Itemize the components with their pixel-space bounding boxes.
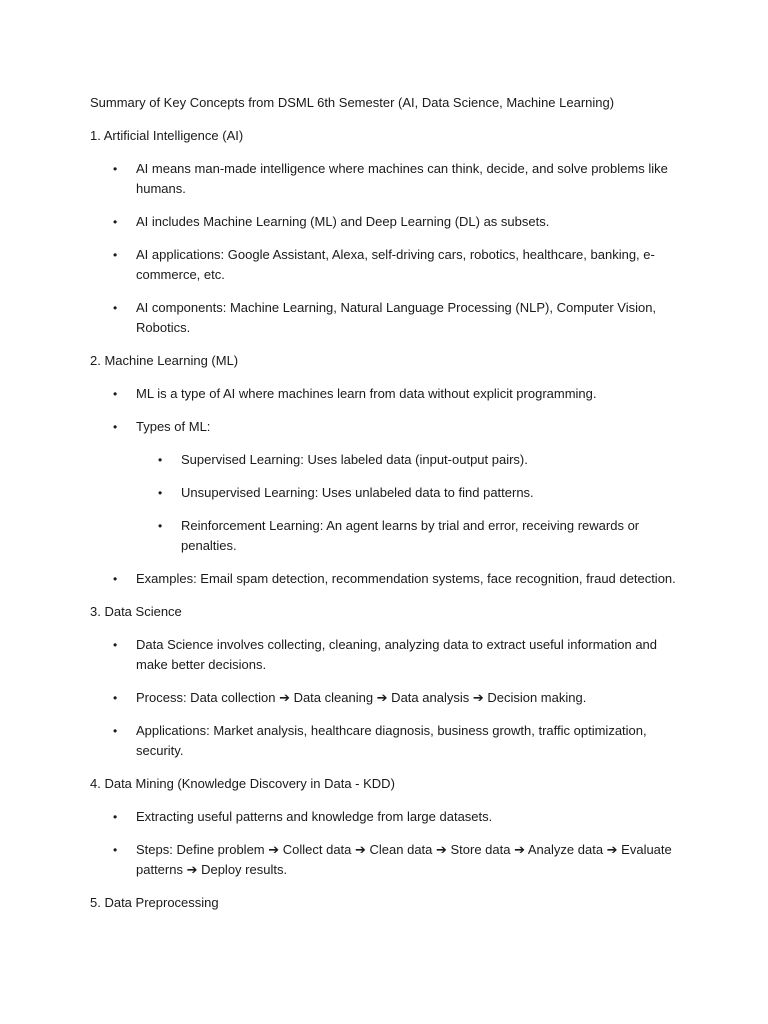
sub-list-item-text: Unsupervised Learning: Uses unlabeled data to find patterns. <box>181 485 534 500</box>
list-item-text: AI includes Machine Learning (ML) and Deep Learning (DL) as subsets. <box>136 214 550 229</box>
section-heading-ai: 1. Artificial Intelligence (AI) <box>90 128 244 143</box>
section-heading-data-science: 3. Data Science <box>90 604 182 619</box>
list-item <box>90 807 688 827</box>
sub-list-item <box>136 516 688 556</box>
document-title: Summary of Key Concepts from DSML 6th Semester (AI, Data Science, Machine Learning) <box>90 95 615 110</box>
bullet-icon: • <box>113 843 118 857</box>
bullet-icon: • <box>113 215 118 229</box>
sub-list-item-text: Supervised Learning: Uses labeled data (input-output pairs). <box>181 452 528 467</box>
bullet-icon: • <box>113 248 118 262</box>
list-item-text: Examples: Email spam detection, recommendation systems, face recognition, fraud detection. <box>136 571 676 586</box>
list-item <box>90 569 688 589</box>
sub-list-item <box>136 483 688 503</box>
section-data-science-list <box>90 635 688 761</box>
section-ai-list <box>90 159 688 338</box>
section-heading-data-mining: 4. Data Mining (Knowledge Discovery in Data - KDD) <box>90 776 395 791</box>
list-item-text: Data Science involves collecting, cleaning, analyzing data to extract useful information and make better decisions. <box>136 637 658 672</box>
list-item <box>90 840 688 880</box>
bullet-icon: • <box>113 387 118 401</box>
list-item <box>90 688 688 708</box>
section-heading-ml: 2. Machine Learning (ML) <box>90 353 239 368</box>
list-item <box>90 245 688 285</box>
list-item <box>90 417 688 556</box>
sub-list-item-text: Reinforcement Learning: An agent learns by trial and error, receiving rewards or penalties. <box>181 518 640 553</box>
list-item <box>90 159 688 199</box>
list-item <box>90 721 688 761</box>
list-item <box>90 384 688 404</box>
list-item <box>90 212 688 232</box>
list-item-text: ML is a type of AI where machines learn from data without explicit programming. <box>136 386 597 401</box>
list-item-text: Types of ML: <box>136 419 211 434</box>
bullet-icon: • <box>113 572 118 586</box>
bullet-icon: • <box>113 691 118 705</box>
sub-list-item <box>136 450 688 470</box>
bullet-icon: • <box>113 162 118 176</box>
bullet-icon: • <box>113 724 118 738</box>
bullet-icon: • <box>158 486 163 500</box>
section-heading-data-preprocessing: 5. Data Preprocessing <box>90 895 219 910</box>
list-item-text: Applications: Market analysis, healthcare diagnosis, business growth, traffic optimization, security. <box>136 723 647 758</box>
list-item-text: Steps: Define problem ➔ Collect data ➔ Clean data ➔ Store data ➔ Analyze data ➔ Evaluate patterns ➔ Deploy results. <box>136 842 672 877</box>
list-item-text: AI components: Machine Learning, Natural Language Processing (NLP), Computer Vision, Robotics. <box>136 300 657 335</box>
bullet-icon: • <box>113 810 118 824</box>
bullet-icon: • <box>158 519 163 533</box>
list-item-text: Process: Data collection ➔ Data cleaning ➔ Data analysis ➔ Decision making. <box>136 690 587 705</box>
list-item-text: AI means man-made intelligence where machines can think, decide, and solve problems like humans. <box>136 161 668 196</box>
list-item <box>90 298 688 338</box>
section-ml-list <box>90 384 688 589</box>
list-item-text: AI applications: Google Assistant, Alexa, self-driving cars, robotics, healthcare, banking, e-commerce, etc. <box>136 247 655 282</box>
bullet-icon: • <box>158 453 163 467</box>
bullet-icon: • <box>113 638 118 652</box>
bullet-icon: • <box>113 301 118 315</box>
list-item <box>90 635 688 675</box>
section-data-mining-list <box>90 807 688 880</box>
ml-types-list <box>136 450 688 556</box>
bullet-icon: • <box>113 420 118 434</box>
list-item-text: Extracting useful patterns and knowledge from large datasets. <box>136 809 493 824</box>
